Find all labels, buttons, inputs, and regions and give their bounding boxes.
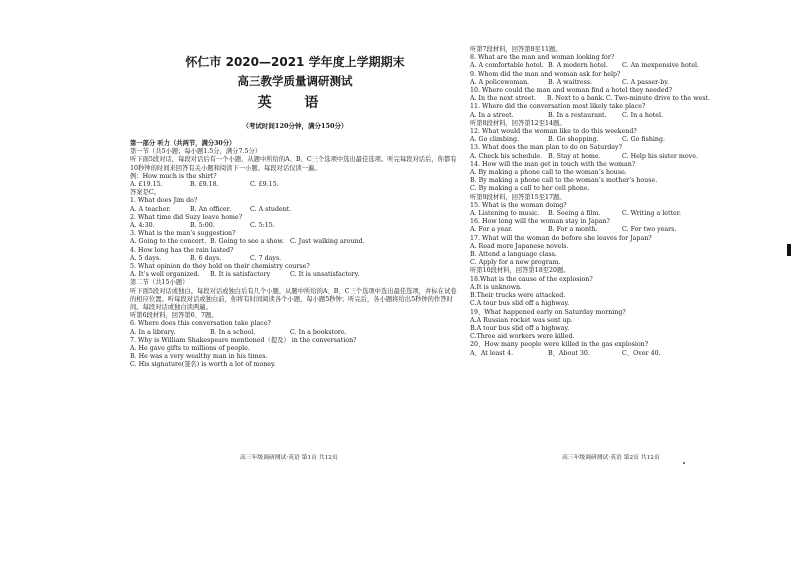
option: C. Writing a letter.	[622, 210, 682, 218]
question: 8. What are the man and woman looking for?	[470, 54, 615, 62]
question-options	[470, 210, 710, 218]
exam-title: 怀仁市 2020—2021 学年度上学期期末	[185, 55, 405, 69]
option: C. Apply for a new program.	[470, 259, 561, 267]
option: A. Check his schedule.	[470, 152, 543, 160]
option: A. Going to the concert.	[130, 238, 207, 246]
question-options	[470, 153, 710, 161]
option: B. By making a phone call to the woman’s mother’s house.	[470, 177, 658, 185]
question: 17. What will the woman do before she leaves for Japan?	[470, 234, 652, 242]
option: B.A tour bus slid off a highway.	[470, 324, 570, 332]
question-options	[470, 95, 710, 103]
option: B. A waitress.	[548, 78, 593, 86]
question: 16. How long will the woman stay in Japan?	[470, 218, 610, 226]
option: A. In a library.	[130, 328, 176, 336]
option: B、About 30.	[548, 349, 590, 357]
option: C. By making a call to her cell phone.	[470, 185, 590, 193]
exam-subject: 英 语	[257, 95, 333, 111]
question: 12. What would the woman like to do this weekend?	[470, 128, 637, 136]
option: B. Stay at home.	[548, 152, 601, 160]
option: C. Help his sister move.	[622, 152, 698, 160]
option: A.It is unknown.	[470, 283, 523, 291]
option: C. 5:15.	[250, 222, 275, 230]
page-footer: 高三年级调研测试·英语 第2页 共12页	[562, 455, 660, 461]
option: B. In a school.	[210, 328, 256, 336]
right-page	[470, 0, 710, 561]
option: A. A teacher.	[130, 205, 171, 213]
question-options	[470, 62, 710, 70]
example-question: 例：How much is the shirt?	[130, 172, 217, 180]
material-heading: 听第8段材料，回答第12至14题。	[470, 119, 566, 127]
option: A. In a street.	[470, 111, 514, 119]
part-heading: 第一部分 听力（共两节，满分30分）	[130, 140, 236, 147]
material-heading: 听第6段材料，回答第6、7题。	[130, 312, 218, 320]
option: A. Listening to music.	[470, 210, 540, 218]
question: 1. What does Jim do?	[130, 197, 198, 205]
option: C. 7 days.	[250, 254, 282, 262]
option: C. £9.15.	[250, 181, 279, 189]
option: A. A policewoman.	[470, 78, 530, 86]
question: 7. Why is William Shakespeare mentioned（提及） in the conversation?	[130, 336, 357, 344]
option: A. It’s well organized.	[130, 271, 200, 279]
option: C. Just walking around.	[290, 238, 365, 246]
page-footer: 高三年级调研测试·英语 第1页 共12页	[240, 455, 338, 461]
option: B. 5:00.	[190, 222, 215, 230]
option: B. In a restaurant.	[548, 111, 607, 119]
option: C. A student.	[250, 205, 292, 213]
option: C. His signature(签名) is worth a lot of money.	[130, 361, 276, 369]
option: B. An officer.	[190, 205, 232, 213]
option: A. Read more Japanese novels.	[470, 242, 569, 250]
listening-section-right	[470, 46, 710, 358]
option: B.Their trucks were attacked.	[470, 292, 566, 300]
option: C.A tour bus slid off a highway.	[470, 300, 570, 308]
option: C. In a hotel.	[622, 111, 664, 119]
option: A. £19.15.	[130, 181, 163, 189]
left-page	[130, 0, 460, 561]
option: A、At least 4.	[470, 349, 514, 357]
exam-note: （考试时间120分钟，满分150分）	[242, 122, 348, 130]
option: A. By making a phone call to the woman’s house.	[470, 169, 627, 177]
question: 2. What time did Suzy leave home?	[130, 213, 243, 221]
scan-dot	[683, 462, 685, 464]
question-options	[470, 136, 710, 144]
question: 18.What is the cause of the explosion?	[470, 275, 593, 283]
question: 6. Where does this conversation take place?	[130, 320, 271, 328]
option: A.A Russian rocket was sent up.	[470, 316, 573, 324]
question-options	[130, 206, 460, 214]
question: 14. How will the man get in touch with the woman?	[470, 160, 636, 168]
option: C. It is unsatisfactory.	[290, 271, 360, 279]
option: B. Seeing a film.	[548, 210, 601, 218]
question: 15. What is the woman doing?	[470, 201, 567, 209]
option: A. A comfortable hotel.	[470, 62, 544, 70]
option: C. Two-minute drive to the west.	[605, 95, 710, 103]
question: 5. What opinion do they hold on their chemistry course?	[130, 263, 310, 271]
question: 11. Where did the conversation most likely take place?	[470, 103, 646, 111]
question: 4. How long has the rain lasted?	[130, 246, 234, 254]
option: A. 5 days.	[130, 254, 162, 262]
material-heading: 听第10段材料，回答第18至20题。	[470, 267, 570, 275]
example-options	[130, 181, 460, 189]
material-heading: 听第7段材料，回答第8至11题。	[470, 46, 562, 53]
question-options	[470, 112, 710, 120]
question: 10. Where could the man and woman find a hotel they needed?	[470, 87, 673, 95]
scan-edge-mark	[787, 244, 791, 256]
option: A. In the next street.	[470, 95, 537, 103]
listening-section-left	[130, 140, 460, 370]
option: C. In a bookstore.	[290, 328, 347, 336]
question-options	[470, 79, 710, 87]
option: B. For a month.	[548, 226, 598, 234]
section2-heading: 第二节（共15小题）	[130, 279, 189, 287]
question: 20、How many people were killed in the gas explosion?	[470, 341, 649, 349]
option: B. 6 days.	[190, 254, 222, 262]
question-options	[130, 222, 460, 230]
option: C. An inexpensive hotel.	[622, 62, 700, 70]
question: 13. What does the man plan to do on Saturday?	[470, 144, 622, 152]
option: C.Three aid workers were killed.	[470, 333, 575, 341]
section1-heading: 第一节（共5小题；每小题1.5分，满分7.5分）	[130, 148, 262, 156]
option: B. Attend a language class.	[470, 251, 557, 259]
question-options	[130, 329, 460, 337]
option: B. A modern hotel.	[548, 62, 608, 70]
question: 19、What happened early on Saturday morning?	[470, 308, 626, 316]
option: C. Go fishing.	[622, 136, 666, 144]
question: 3. What is the man’s suggestion?	[130, 230, 236, 238]
option: A. Go climbing.	[470, 136, 520, 144]
option: C. A passer-by.	[622, 78, 670, 86]
material-heading: 听第9段材料，回答第15至17题。	[470, 193, 566, 201]
example-answer: 答案是C。	[130, 189, 161, 197]
question-options	[130, 238, 460, 246]
question-options	[130, 255, 460, 263]
option: B. It is satisfactory	[210, 271, 271, 279]
option: A. 4:30.	[130, 222, 155, 230]
question-options	[470, 226, 710, 234]
question: 9. Whom did the man and woman ask for help?	[470, 70, 621, 78]
option: B. Next to a bank.	[546, 95, 605, 103]
option: B. Going to see a show.	[210, 238, 285, 246]
section1-instructions: 听下面5段对话，每段对话后有一个小题，从题中所给的A、B、C三个选项中选出最佳选项。听完每段对话后，你都有10秒钟的时间来回答有关小题和阅读下一小题。每段对话仅读一遍。	[130, 156, 457, 172]
option: B. £9.18.	[190, 181, 219, 189]
exam-subtitle: 高三教学质量调研测试	[237, 74, 353, 88]
section2-instructions: 听下面5段对话或独白。每段对话或独白后有几个小题，从题中所给的A、B、C三个选项中选出最佳选项，并标在试卷的相应位置。听每段对话或独白前，你将有时间阅读各个小题，每小题5秒钟；听完后，各小题将给出5秒钟的作答时间。每段对话或独白读两遍。	[130, 287, 457, 312]
option: A. He gave gifts to millions of people.	[130, 345, 250, 353]
option: C. For two years.	[622, 226, 677, 234]
option: B. Go shopping.	[548, 136, 599, 144]
option: C、Over 40.	[622, 349, 661, 357]
option: B. He was a very wealthy man in his times.	[130, 353, 268, 361]
option: A. For a year.	[470, 226, 513, 234]
question-options	[470, 350, 710, 358]
